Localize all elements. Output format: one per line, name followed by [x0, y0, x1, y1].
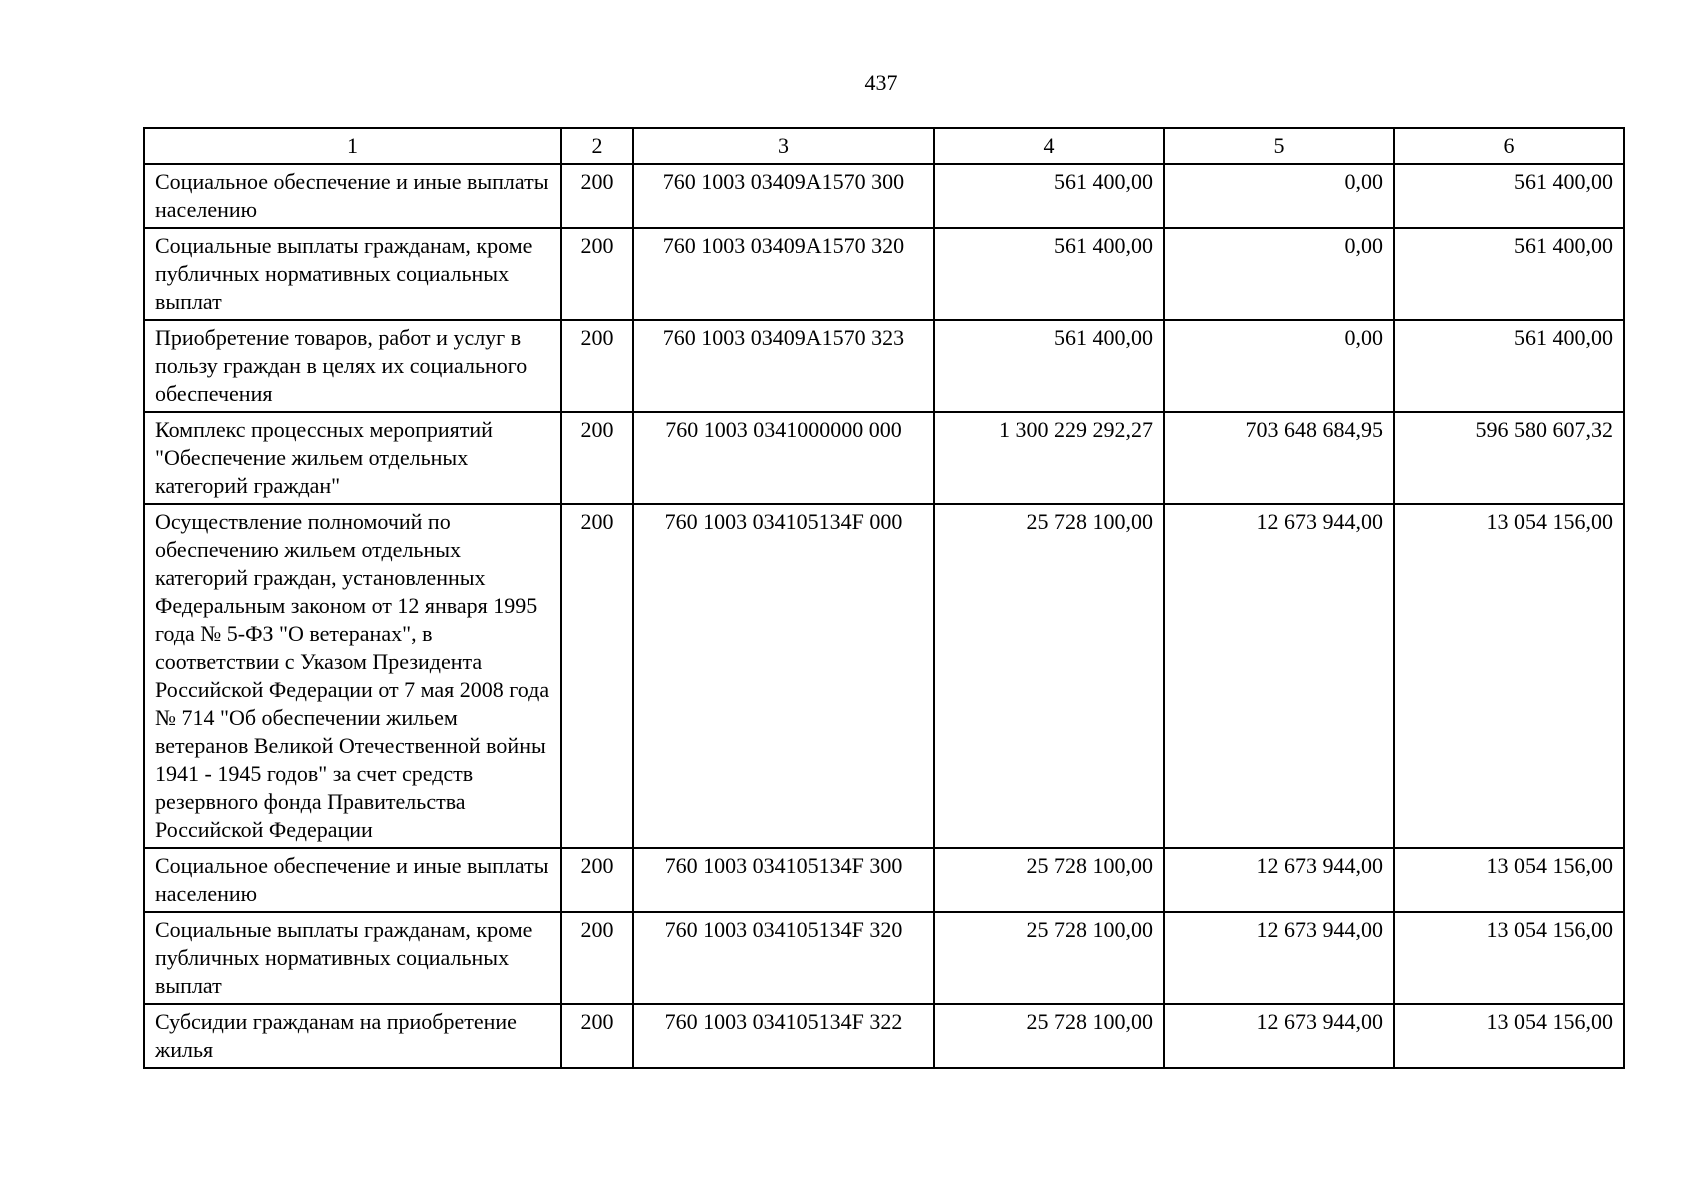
row-kbk: 760 1003 034105134F 300: [633, 848, 934, 912]
row-col5: 12 673 944,00: [1164, 1004, 1394, 1068]
row-name: Социальное обеспечение и иные выплаты населению: [144, 164, 561, 228]
row-name: Социальное обеспечение и иные выплаты населению: [144, 848, 561, 912]
row-code: 200: [561, 1004, 633, 1068]
row-name: Комплекс процессных мероприятий "Обеспечение жильем отдельных категорий граждан": [144, 412, 561, 504]
row-col5: 0,00: [1164, 320, 1394, 412]
row-name: Субсидии гражданам на приобретение жилья: [144, 1004, 561, 1068]
row-col4: 561 400,00: [934, 320, 1164, 412]
row-kbk: 760 1003 034105134F 000: [633, 504, 934, 848]
row-col6: 561 400,00: [1394, 320, 1624, 412]
row-col6: 561 400,00: [1394, 164, 1624, 228]
row-code: 200: [561, 504, 633, 848]
row-name: Приобретение товаров, работ и услуг в пользу граждан в целях их социального обеспечения: [144, 320, 561, 412]
row-col4: 25 728 100,00: [934, 912, 1164, 1004]
row-code: 200: [561, 412, 633, 504]
row-kbk: 760 1003 0341000000 000: [633, 412, 934, 504]
row-name: Социальные выплаты гражданам, кроме публичных нормативных социальных выплат: [144, 912, 561, 1004]
row-col6: 13 054 156,00: [1394, 912, 1624, 1004]
row-col5: 0,00: [1164, 164, 1394, 228]
row-col4: 561 400,00: [934, 164, 1164, 228]
row-col4: 1 300 229 292,27: [934, 412, 1164, 504]
budget-table: [143, 127, 1625, 1069]
table-row: [144, 1004, 1624, 1068]
table-row: [144, 912, 1624, 1004]
row-col6: 561 400,00: [1394, 228, 1624, 320]
row-col5: 12 673 944,00: [1164, 848, 1394, 912]
row-col6: 13 054 156,00: [1394, 1004, 1624, 1068]
row-code: 200: [561, 912, 633, 1004]
row-col5: 703 648 684,95: [1164, 412, 1394, 504]
table-row: [144, 228, 1624, 320]
table-row: [144, 412, 1624, 504]
page-number: 437: [864, 70, 898, 95]
row-code: 200: [561, 228, 633, 320]
row-kbk: 760 1003 03409А1570 300: [633, 164, 934, 228]
row-code: 200: [561, 320, 633, 412]
table-header-row: [144, 128, 1624, 164]
table-row: [144, 504, 1624, 848]
row-kbk: 760 1003 03409А1570 323: [633, 320, 934, 412]
row-col4: 25 728 100,00: [934, 504, 1164, 848]
table-row: [144, 848, 1624, 912]
column-header-4: 4: [934, 128, 1164, 164]
row-col5: 12 673 944,00: [1164, 912, 1394, 1004]
row-col4: 25 728 100,00: [934, 848, 1164, 912]
row-col6: 13 054 156,00: [1394, 848, 1624, 912]
table-row: [144, 320, 1624, 412]
table-row: [144, 164, 1624, 228]
column-header-6: 6: [1394, 128, 1624, 164]
row-kbk: 760 1003 03409А1570 320: [633, 228, 934, 320]
row-col6: 13 054 156,00: [1394, 504, 1624, 848]
row-col4: 561 400,00: [934, 228, 1164, 320]
column-header-2: 2: [561, 128, 633, 164]
row-code: 200: [561, 164, 633, 228]
row-col5: 12 673 944,00: [1164, 504, 1394, 848]
column-header-1: 1: [144, 128, 561, 164]
row-kbk: 760 1003 034105134F 320: [633, 912, 934, 1004]
row-name: Осуществление полномочий по обеспечению жильем отдельных категорий граждан, установленных Федеральным законом от 12 января 1995 года № 5-ФЗ "О ветеранах", в соответствии с Указом Президента Российской Федерации от 7 мая 2008 года № 714 "Об обеспечении жильем ветеранов Великой Отечественной войны 1941 - 1945 годов" за счет средств резервного фонда Правительства Российской Федерации: [144, 504, 561, 848]
row-code: 200: [561, 848, 633, 912]
row-col6: 596 580 607,32: [1394, 412, 1624, 504]
row-col5: 0,00: [1164, 228, 1394, 320]
column-header-5: 5: [1164, 128, 1394, 164]
column-header-3: 3: [633, 128, 934, 164]
row-col4: 25 728 100,00: [934, 1004, 1164, 1068]
row-name: Социальные выплаты гражданам, кроме публичных нормативных социальных выплат: [144, 228, 561, 320]
row-kbk: 760 1003 034105134F 322: [633, 1004, 934, 1068]
